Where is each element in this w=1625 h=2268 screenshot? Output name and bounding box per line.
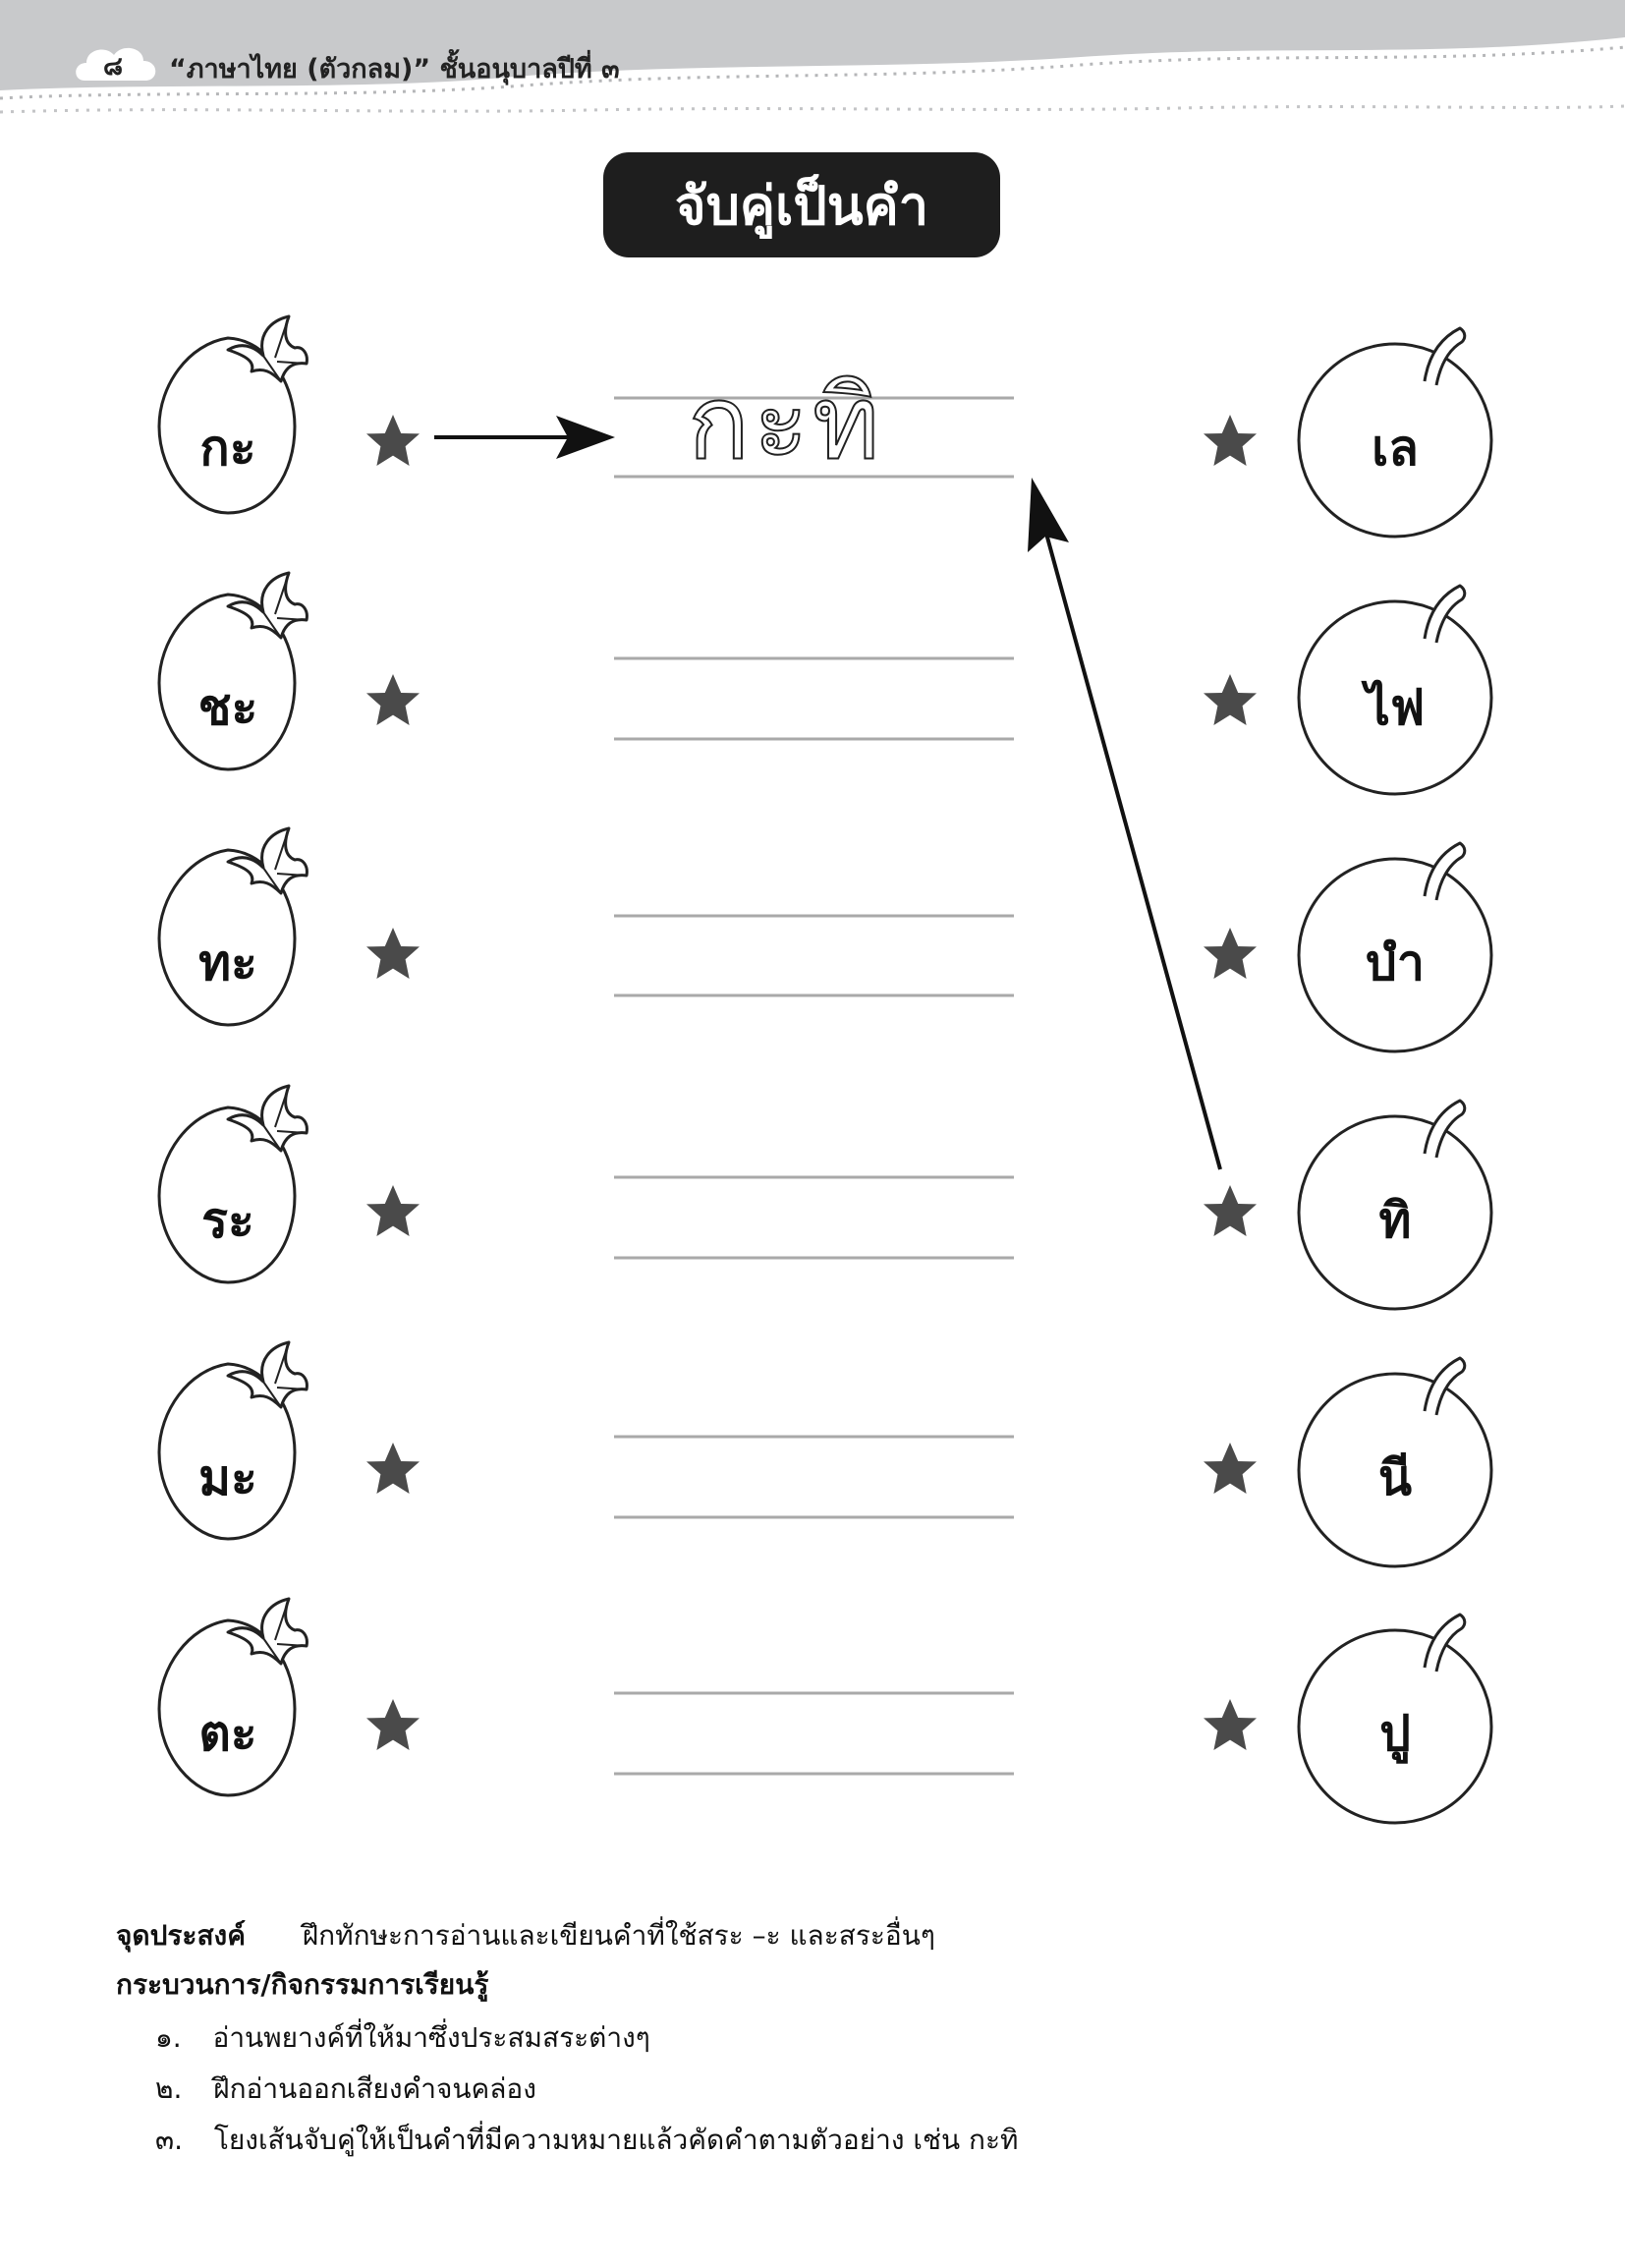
worksheet-title: จับคู่เป็นคำ — [603, 152, 1000, 257]
process-label: กระบวนการ/กิจกรรมการเรียนรู้ — [116, 1968, 489, 2001]
objective-text: ฝึกทักษะการอ่านและเขียนคำที่ใช้สระ –ะ และสระอื่นๆ — [302, 1919, 935, 1952]
star-icon[interactable] — [1204, 1699, 1257, 1750]
header-book-title: “ภาษาไทย (ตัวกลม)” ชั้นอนุบาลปีที่ ๓ — [169, 54, 620, 85]
star-icon[interactable] — [366, 1699, 420, 1750]
star-icon[interactable] — [1204, 674, 1257, 725]
step-text: อ่านพยางค์ที่ให้มาซึ่งประสมสระต่างๆ — [212, 2021, 650, 2054]
left-syllable[interactable]: ตะ — [198, 1704, 257, 1762]
left-syllable[interactable]: กะ — [199, 419, 256, 477]
star-icon[interactable] — [366, 674, 420, 725]
star-icon[interactable] — [1204, 1185, 1257, 1236]
star-icon[interactable] — [1204, 928, 1257, 979]
left-syllable[interactable]: มะ — [198, 1448, 257, 1506]
star-icon[interactable] — [1204, 415, 1257, 466]
right-syllable[interactable]: ทิ — [1378, 1191, 1412, 1249]
star-icon[interactable] — [366, 415, 420, 466]
example-connector-line-2 — [1043, 523, 1220, 1169]
star-icon[interactable] — [366, 928, 420, 979]
right-syllable[interactable]: ปู — [1379, 1704, 1411, 1762]
star-icon[interactable] — [1204, 1443, 1257, 1494]
left-syllable[interactable]: ชะ — [197, 678, 258, 736]
step-text: ฝึกอ่านออกเสียงคำจนคล่อง — [213, 2072, 536, 2105]
star-icon[interactable] — [366, 1443, 420, 1494]
star-icon[interactable] — [366, 1185, 420, 1236]
example-traced-word: กะทิ — [688, 363, 884, 482]
step-number: ๑. — [155, 2021, 182, 2054]
right-syllable[interactable]: นี — [1377, 1448, 1413, 1506]
right-syllable[interactable]: เล — [1372, 419, 1419, 477]
objective-label: จุดประสงค์ — [116, 1919, 246, 1952]
writing-guide-lines[interactable] — [614, 398, 1014, 1774]
left-syllable[interactable]: ระ — [201, 1191, 254, 1249]
left-syllable[interactable]: ทะ — [198, 934, 257, 992]
right-syllable[interactable]: ไฟ — [1365, 678, 1426, 736]
step-number: ๒. — [155, 2072, 183, 2105]
page-number: ๘ — [102, 51, 124, 82]
step-text: โยงเส้นจับคู่ให้เป็นคำที่มีความหมายแล้วคัดคำตามตัวอย่าง เช่น กะทิ — [213, 2124, 1019, 2156]
step-number: ๓. — [155, 2124, 184, 2156]
right-syllable[interactable]: บำ — [1366, 934, 1425, 992]
